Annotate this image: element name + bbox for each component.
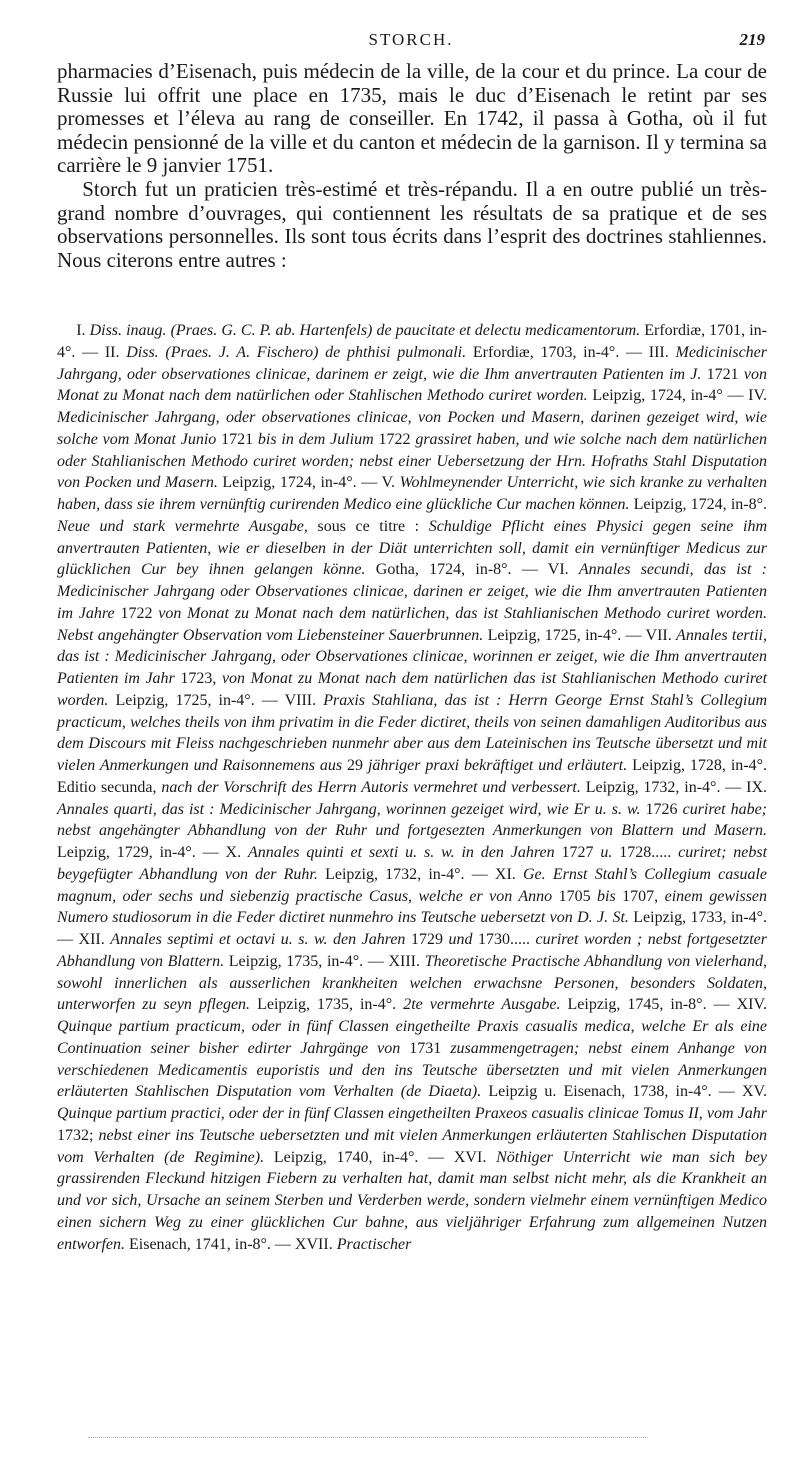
bibliography-title-run: Theoretische Practische Abhandlung von vielerhand, sowohl innerlichen als ausserlichen krankheiten welchen erwachsne Personen, besonders Soldaten, unterworfen zu seyn pflegen.	[57, 952, 767, 1014]
bibliography-title-run: curiret worden ; nebst fortgesetzter Abhandlung von Blattern.	[57, 931, 768, 970]
bibliography-imprint-run: 1722	[373, 430, 416, 448]
bibliography-imprint-run: Leipzig, 1724, in-4°. — V.	[217, 474, 400, 492]
bibliography-title-run: curiret habe; nebst angehängter Abhandlung von der Ruhr und fortgesezten Anmerkungen von Blattern und Masern.	[57, 800, 768, 840]
bibliography-imprint-run: Leipzig, 1733, in-4°. — XII.	[57, 909, 767, 948]
bibliography-imprint-run: Erfordiæ, 1703, in-4°. — III.	[466, 343, 676, 361]
bibliography-title-run: Nöthiger Unterricht wie man sich bey grassirenden Fleckund hitzigen Fiebern zu verhalten hat, damit man selbst nicht mehr, als die Krankheit an und vor sich, Ursache an seinem Sterben und Verderben werde, sondern vielmehr einem vernünftigen Medico einen sichern Weg zu einer glücklichen Cur bahne, aus vieljähriger Erfahrung zum allgemeinen Nutzen entworfen.	[57, 1148, 767, 1253]
bibliography-title-run: nach der Vorschrift des Herrn Autoris vermehret und verbessert.	[161, 778, 581, 796]
bibliography-imprint-run: 1728.....	[612, 844, 679, 861]
bibliography-title-run: zusammengetragen; nebst einem Anhange von verschiedenen Medicamentis euporistis und den ins Teutsche übersetzten und mit vielen Anmerkungen erläuterten Stahlischen Disputation vom Verhalten (de Diaeta).	[57, 1039, 767, 1101]
bibliography-title-run: Wohlmeynender Unterricht, wie sich kranke zu verhalten haben, dass sie ihrem vernünftig curirenden Medico eine glückliche Cur machen können.	[57, 474, 768, 513]
bibliography-title-run: curiret; nebst beygefügter Abhandlung von der Ruhr.	[57, 844, 768, 883]
bibliography-title-run: Medicinischer Jahrgang, oder observationes clinicae, von Pocken und Masern, darinen gezeiget wird, wie solche vom Monat Junio	[57, 409, 767, 448]
bibliography-imprint-run: Gotha, 1724, in-8°. — VI.	[365, 561, 579, 579]
bibliography-imprint-run: 1723,	[174, 670, 222, 687]
bibliography-title-run: bis in dem Julium	[257, 430, 374, 448]
bibliography-title-run: u.	[600, 844, 613, 861]
bibliography-imprint-run: Leipzig, 1740, in-4°. — XVI.	[264, 1148, 497, 1166]
bibliography-title-run: Quinque partium practici, oder der in fünf Classen eingetheilten Praxeos casualis clinicae Tomus II, vom Jahr	[57, 1105, 767, 1122]
bibliography-imprint-run: Leipzig, 1725, in-4°. — VII.	[483, 626, 677, 644]
bibliography-title-run: jähriger praxi bekräftiget und erläutert.	[367, 757, 628, 774]
bibliography-title-run: 2te vermehrte Ausgabe.	[403, 996, 561, 1014]
bibliography-title-run: Annales quinti et sexti u. s. w. in den Jahren	[247, 844, 555, 861]
bibliography-title-run: nebst einer ins Teutsche uebersetzten und mit vielen Anmerkungen erläuterten Stahlischen Disputation vom Verhalten (de Regimine).	[57, 1126, 767, 1166]
bibliography-imprint-run: sous ce titre :	[307, 517, 429, 535]
bibliography-list	[57, 320, 767, 1255]
bibliography-title-run: Practischer	[336, 1235, 412, 1253]
page-number: 219	[739, 30, 765, 49]
bibliography-imprint-run: 29	[342, 757, 368, 774]
bibliography-imprint-run: 1731	[400, 1039, 451, 1057]
bibliography-imprint-run: 1721	[216, 430, 258, 448]
bibliography-imprint-run: 1721	[701, 365, 744, 383]
bibliography-imprint-run: Leipzig, 1745, in-8°. — XIV.	[560, 996, 768, 1014]
bibliography-title-run: einem gewissen Numero studiosorum in die Feder dictiret nunmehro ins Teutsche uebersetzt von D. J. St.	[57, 887, 768, 927]
running-title: STORCH.	[368, 30, 454, 49]
bibliography-imprint-run: 1732;	[57, 1126, 99, 1144]
bibliography-title-run: Ge. Ernst Stahl’s Collegium casuale magnum, oder sechs und siebenzig practische Casus, welche er von Anno	[57, 865, 768, 905]
bibliography-title-run: Annales secundi, das ist : Medicinischer Jahrgang oder Observationes clinicae, darinen er zeiget, wie die Ihm anvertrauten Patienten im Jahre	[57, 561, 768, 622]
bibliography-title-run: Praxis Stahliana, das ist : Herrn George Ernst Stahl’s Collegium practicum, welches theils von ihm privatim in die Feder dictiret, theils von seinen damahligen Auditoribus aus dem Discours mit Fleiss nachgeschrieben nunmehr aber aus dem Lateinischen ins Teutsche übersetzt und mit vielen Anmerkungen und Raisonnemens aus	[57, 691, 767, 774]
bibliography-title-run: Neue und stark vermehrte Ausgabe,	[57, 517, 308, 535]
bibliography-title-run: Annales septimi et octavi u. s. w. den Jahren	[110, 931, 406, 948]
bibliography-imprint-run: Eisenach, 1741, in-8°. — XVII.	[125, 1235, 337, 1253]
bibliography-title-run: Annales tertii, das ist : Medicinischer Jahrgang, oder Observationes clinicae, worinnen er zeiget, wie die Ihm anvertrauten Patienten im Jahr	[57, 626, 767, 687]
bibliography-imprint-run: Leipzig, 1729, in-4°. — X.	[57, 844, 248, 861]
intro-text	[57, 60, 767, 272]
bibliography-title-run: von Monat zu Monat nach dem natürlichen das ist Stahlianischen Methodo curiret worden.	[57, 670, 768, 709]
intro-paragraph-1: pharmacies d’Eisenach, puis médecin de la ville, de la cour et du prince. La cour de Russie lui offrit une place en 1735, mais le duc d’Eisenach le retint par ses promesses et l’éleva au rang de conseiller. En 1742, il passa à Gotha, où il fut médecin pensionné de la ville et du canton et médecin de la garnison. Il y termina sa carrière le 9 janvier 1751.	[57, 59, 767, 178]
bibliography-imprint-run: 1726	[640, 800, 683, 818]
page-header	[57, 30, 765, 54]
bibliography-imprint-run: Leipzig, 1728, in-4°. Editio secunda,	[57, 757, 768, 796]
bibliography-title-run: von Monat zu Monat nach dem natürlichen, das ist Stahlianischen Methodo curiret worden. Nebst angehängter Observation vom Liebensteiner Sauerbrunnen.	[57, 604, 768, 644]
bibliography-title-run: und	[448, 931, 473, 948]
bibliography-imprint-run: Leipzig, 1735, in-4°. — XIII.	[224, 952, 425, 970]
bibliography-imprint-run: 1722	[114, 604, 159, 622]
bibliography-title-run: von Monat zu Monat nach dem natürlichen oder Stahlischen Methodo curiret worden.	[57, 365, 767, 405]
bibliography-imprint-run: 1727	[554, 844, 601, 861]
bibliography-imprint-run: I.	[76, 322, 90, 339]
bibliography-imprint-run: Leipzig, 1732, in-4°. — XI.	[317, 865, 523, 883]
bibliography-title-run: Diss. inaug. (Praes. G. C. P. ab. Hartenfels) de paucitate et delectu medicamentorum.	[89, 322, 641, 339]
bibliography-imprint-run: 1729	[405, 931, 449, 948]
intro-paragraph-2: Storch fut un praticien très-estimé et très-répandu. Il a en outre publié un très-grand nombre d’ouvrages, qui contiennent les résultats de sa pratique et de ses observations personnelles. Ils sont tous écrits dans l’esprit des doctrines stahliennes. Nous citerons entre autres :	[57, 176, 767, 272]
bibliography-imprint-run: Erfordiæ, 1701, in-4°. — II.	[57, 322, 767, 361]
bibliography-imprint-run: Leipzig, 1724, in-4° — IV.	[587, 387, 768, 405]
bottom-dotted-rule	[88, 1437, 648, 1442]
bibliography-paragraph	[57, 320, 767, 1255]
bibliography-imprint-run: 1707,	[615, 887, 665, 905]
bibliography-title-run: Diss. (Praes. J. A. Fischero) de phthisi pulmonali.	[126, 343, 467, 361]
bibliography-title-run: Annales quarti, das ist : Medicinischer Jahrgang, worinnen gezeiget wird, wie Er u. s. w.	[57, 800, 641, 818]
bibliography-title-run: grassiret haben, und wie solche nach dem natürlichen oder Stahlianischen Methodo curiret worden; nebst einer Uebersetzung der Hrn. Hofraths Stahl Disputation von Pocken und Masern.	[57, 430, 768, 492]
bibliography-imprint-run: Leipzig u. Eisenach, 1738, in-4°. — XV.	[481, 1083, 767, 1101]
bibliography-imprint-run: Leipzig, 1724, in-8°.	[629, 496, 767, 513]
bibliography-imprint-run: Leipzig, 1732, in-4°. — IX.	[580, 778, 768, 796]
bibliography-title-run: bis	[597, 887, 616, 905]
bibliography-title-run: Medicinischer Jahrgang, oder observationes clinicae, darinem er zeigt, wie die Ihm anvertrauten Patienten im J.	[57, 343, 768, 383]
bibliography-imprint-run: 1705	[552, 887, 598, 905]
bibliography-title-run: Schuldige Pflicht eines Physici gegen seine ihm anvertrauten Patienten, wie er dieselben in der Diät unterrichten soll, damit ein vernünftiger Medicus zur glücklichen Cur bey ihnen gelangen könne.	[57, 517, 767, 579]
bibliography-imprint-run: Leipzig, 1725, in-4°. — VIII.	[108, 691, 324, 709]
bibliography-title-run: Quinque partium practicum, oder in fünf Classen eingetheilte Praxis casualis medica, welche Er als eine Continuation seiner bisher edirter Jahrgänge von	[57, 1018, 767, 1057]
bibliography-imprint-run: Leipzig, 1735, in-4°.	[250, 996, 404, 1014]
bibliography-imprint-run: 1730.....	[472, 931, 536, 948]
